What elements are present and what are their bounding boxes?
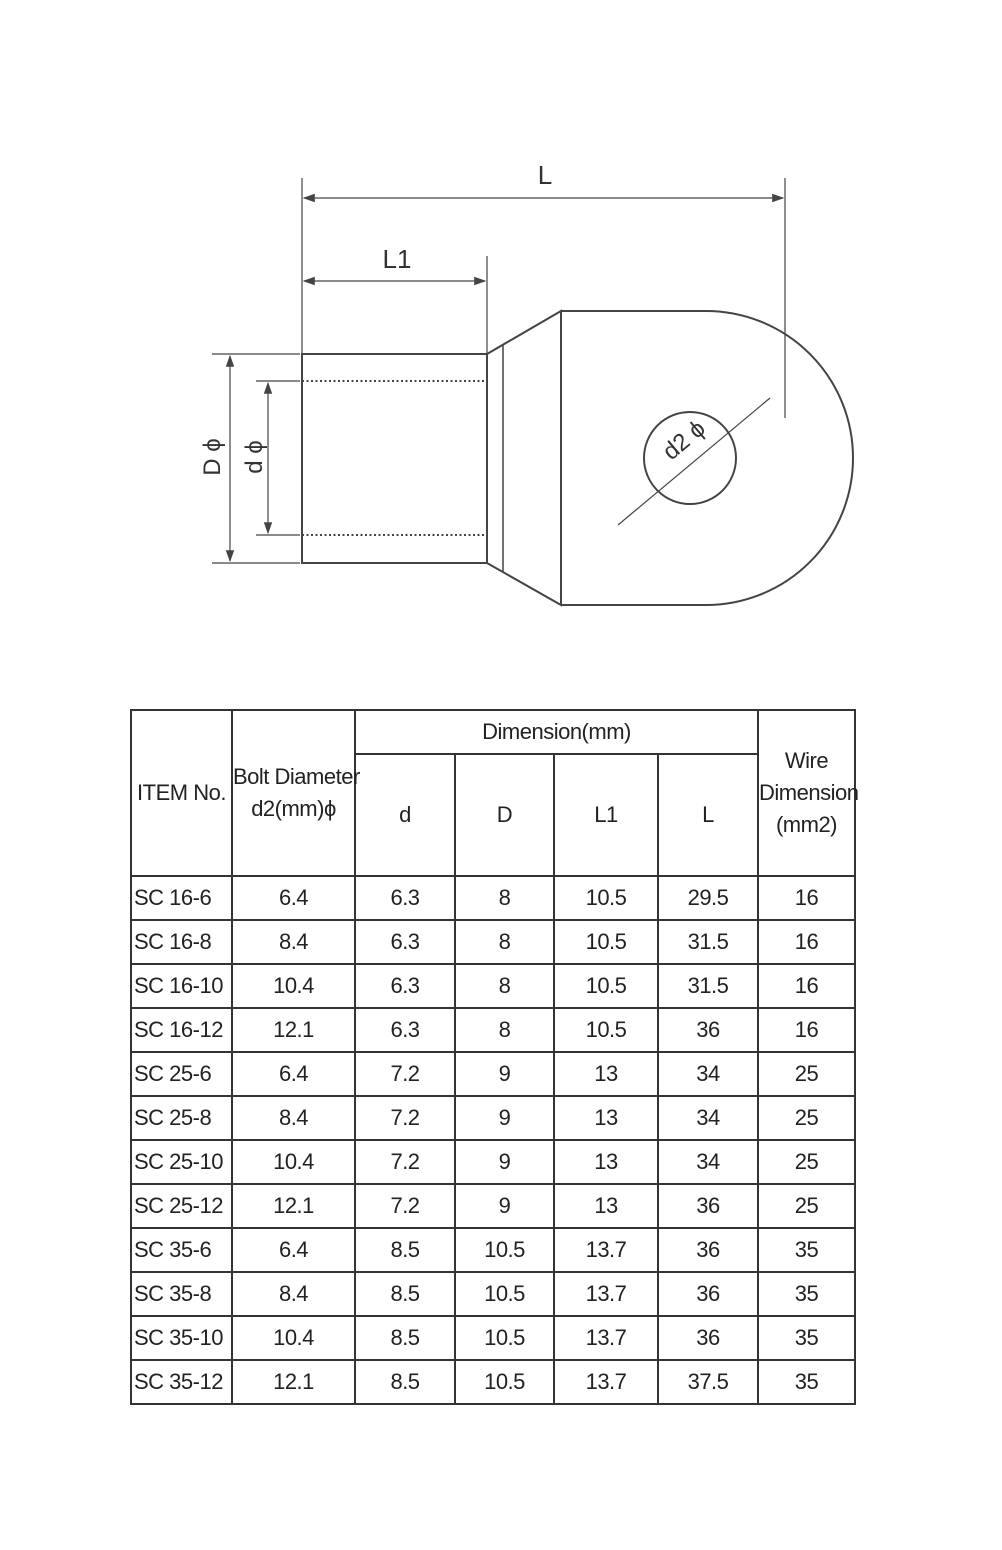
table-row: [131, 920, 855, 964]
item-no-cell: SC 16-10: [131, 964, 232, 1008]
header-L1: L1: [554, 754, 658, 876]
L-cell: 31.5: [658, 964, 758, 1008]
L-cell: 36: [658, 1316, 758, 1360]
L1-cell: 10.5: [554, 876, 658, 920]
L-cell: 29.5: [658, 876, 758, 920]
wire-dimension-cell: 16: [758, 964, 855, 1008]
header-L: L: [658, 754, 758, 876]
wire-dimension-cell: 25: [758, 1052, 855, 1096]
d-cell: 7.2: [355, 1184, 455, 1228]
header-wire-dimension-line-1: Wire: [784, 748, 829, 774]
L1-cell: 13: [554, 1140, 658, 1184]
header-item-no: ITEM No.: [131, 710, 232, 876]
label-d-inner: d ϕ: [241, 440, 268, 474]
item-no-cell: SC 35-10: [131, 1316, 232, 1360]
L1-cell: 13: [554, 1184, 658, 1228]
D-cell: 10.5: [455, 1360, 554, 1404]
dimension-lines: [230, 198, 783, 561]
wire-dimension-cell: 25: [758, 1140, 855, 1184]
item-no-cell: SC 25-10: [131, 1140, 232, 1184]
item-no-cell: SC 35-8: [131, 1272, 232, 1316]
L-cell: 36: [658, 1228, 758, 1272]
bolt-diameter-cell: 10.4: [232, 1316, 355, 1360]
L1-cell: 10.5: [554, 964, 658, 1008]
item-no-cell: SC 16-12: [131, 1008, 232, 1052]
wire-dimension-cell: 35: [758, 1272, 855, 1316]
D-cell: 8: [455, 964, 554, 1008]
wire-dimension-cell: 16: [758, 876, 855, 920]
wire-dimension-cell: 35: [758, 1316, 855, 1360]
L1-cell: 10.5: [554, 1008, 658, 1052]
item-no-cell: SC 16-6: [131, 876, 232, 920]
header-wire-dimension-line-2: Dimension: [759, 780, 859, 806]
barrel: [302, 354, 487, 563]
L-cell: 34: [658, 1140, 758, 1184]
D-cell: 9: [455, 1140, 554, 1184]
header-wire-dimension: [758, 710, 859, 876]
D-cell: 9: [455, 1052, 554, 1096]
taper: [487, 311, 561, 605]
header-d: d: [355, 754, 455, 876]
table-row: [131, 1228, 855, 1272]
L1-cell: 13.7: [554, 1316, 658, 1360]
L1-cell: 13: [554, 1052, 658, 1096]
D-cell: 9: [455, 1096, 554, 1140]
D-cell: 10.5: [455, 1316, 554, 1360]
L-cell: 34: [658, 1052, 758, 1096]
label-d2: d2 ϕ: [657, 414, 711, 466]
label-d-outer: D ϕ: [199, 438, 226, 476]
L-cell: 31.5: [658, 920, 758, 964]
wire-dimension-cell: 35: [758, 1360, 855, 1404]
D-cell: 9: [455, 1184, 554, 1228]
L1-cell: 13.7: [554, 1272, 658, 1316]
d-cell: 7.2: [355, 1052, 455, 1096]
bolt-diameter-cell: 6.4: [232, 1052, 355, 1096]
D-cell: 8: [455, 1008, 554, 1052]
D-cell: 8: [455, 876, 554, 920]
bolt-diameter-cell: 6.4: [232, 1228, 355, 1272]
bolt-diameter-cell: 8.4: [232, 920, 355, 964]
D-cell: 10.5: [455, 1228, 554, 1272]
d-cell: 8.5: [355, 1316, 455, 1360]
d-cell: 8.5: [355, 1360, 455, 1404]
d-cell: 6.3: [355, 876, 455, 920]
L1-cell: 13.7: [554, 1228, 658, 1272]
bolt-diameter-cell: 6.4: [232, 876, 355, 920]
item-no-cell: SC 35-6: [131, 1228, 232, 1272]
table-row: [131, 876, 855, 920]
table-row: [131, 1008, 855, 1052]
item-no-cell: SC 25-12: [131, 1184, 232, 1228]
d-cell: 8.5: [355, 1272, 455, 1316]
table-body: [131, 876, 855, 1404]
extension-lines: [212, 178, 785, 563]
table-row: [131, 1184, 855, 1228]
L-cell: 36: [658, 1008, 758, 1052]
d-cell: 6.3: [355, 920, 455, 964]
d-cell: 7.2: [355, 1096, 455, 1140]
bolt-diameter-cell: 8.4: [232, 1096, 355, 1140]
d-cell: 6.3: [355, 1008, 455, 1052]
L1-cell: 10.5: [554, 920, 658, 964]
table-row: [131, 964, 855, 1008]
header-bolt-diameter: [232, 710, 360, 876]
bolt-diameter-cell: 10.4: [232, 1140, 355, 1184]
ring-terminal-diagram: [0, 0, 1002, 680]
header-wire-dimension-line-3: (mm2): [775, 811, 838, 837]
table-row: [131, 1096, 855, 1140]
L1-cell: 13.7: [554, 1360, 658, 1404]
L-cell: 37.5: [658, 1360, 758, 1404]
L-cell: 34: [658, 1096, 758, 1140]
bolt-diameter-cell: 12.1: [232, 1008, 355, 1052]
header-bolt-diameter-line-1: Bolt Diameter: [233, 764, 360, 790]
table-row: [131, 1360, 855, 1404]
ring-outline: [561, 311, 853, 605]
D-cell: 10.5: [455, 1272, 554, 1316]
label-l1: L1: [382, 244, 412, 274]
terminal-body: [302, 311, 853, 605]
table-row: [131, 1316, 855, 1360]
table-row: [131, 1052, 855, 1096]
bolt-diameter-cell: 8.4: [232, 1272, 355, 1316]
d-cell: 6.3: [355, 964, 455, 1008]
header-dimension-group: Dimension(mm): [355, 710, 758, 754]
L-cell: 36: [658, 1272, 758, 1316]
table-row: [131, 1140, 855, 1184]
bolt-diameter-cell: 10.4: [232, 964, 355, 1008]
bolt-diameter-cell: 12.1: [232, 1184, 355, 1228]
wire-dimension-cell: 35: [758, 1228, 855, 1272]
specification-table: [130, 709, 859, 1405]
table-row: [131, 1272, 855, 1316]
wire-dimension-cell: 25: [758, 1096, 855, 1140]
item-no-cell: SC 25-6: [131, 1052, 232, 1096]
wire-dimension-cell: 16: [758, 1008, 855, 1052]
bolt-diameter-cell: 12.1: [232, 1360, 355, 1404]
item-no-cell: SC 35-12: [131, 1360, 232, 1404]
header-bolt-diameter-line-2: d2(mm)ϕ: [251, 796, 336, 821]
header-D: D: [455, 754, 554, 876]
d-cell: 7.2: [355, 1140, 455, 1184]
label-l: L: [537, 160, 553, 190]
wire-dimension-cell: 25: [758, 1184, 855, 1228]
item-no-cell: SC 16-8: [131, 920, 232, 964]
D-cell: 8: [455, 920, 554, 964]
item-no-cell: SC 25-8: [131, 1096, 232, 1140]
L1-cell: 13: [554, 1096, 658, 1140]
d-cell: 8.5: [355, 1228, 455, 1272]
L-cell: 36: [658, 1184, 758, 1228]
wire-dimension-cell: 16: [758, 920, 855, 964]
